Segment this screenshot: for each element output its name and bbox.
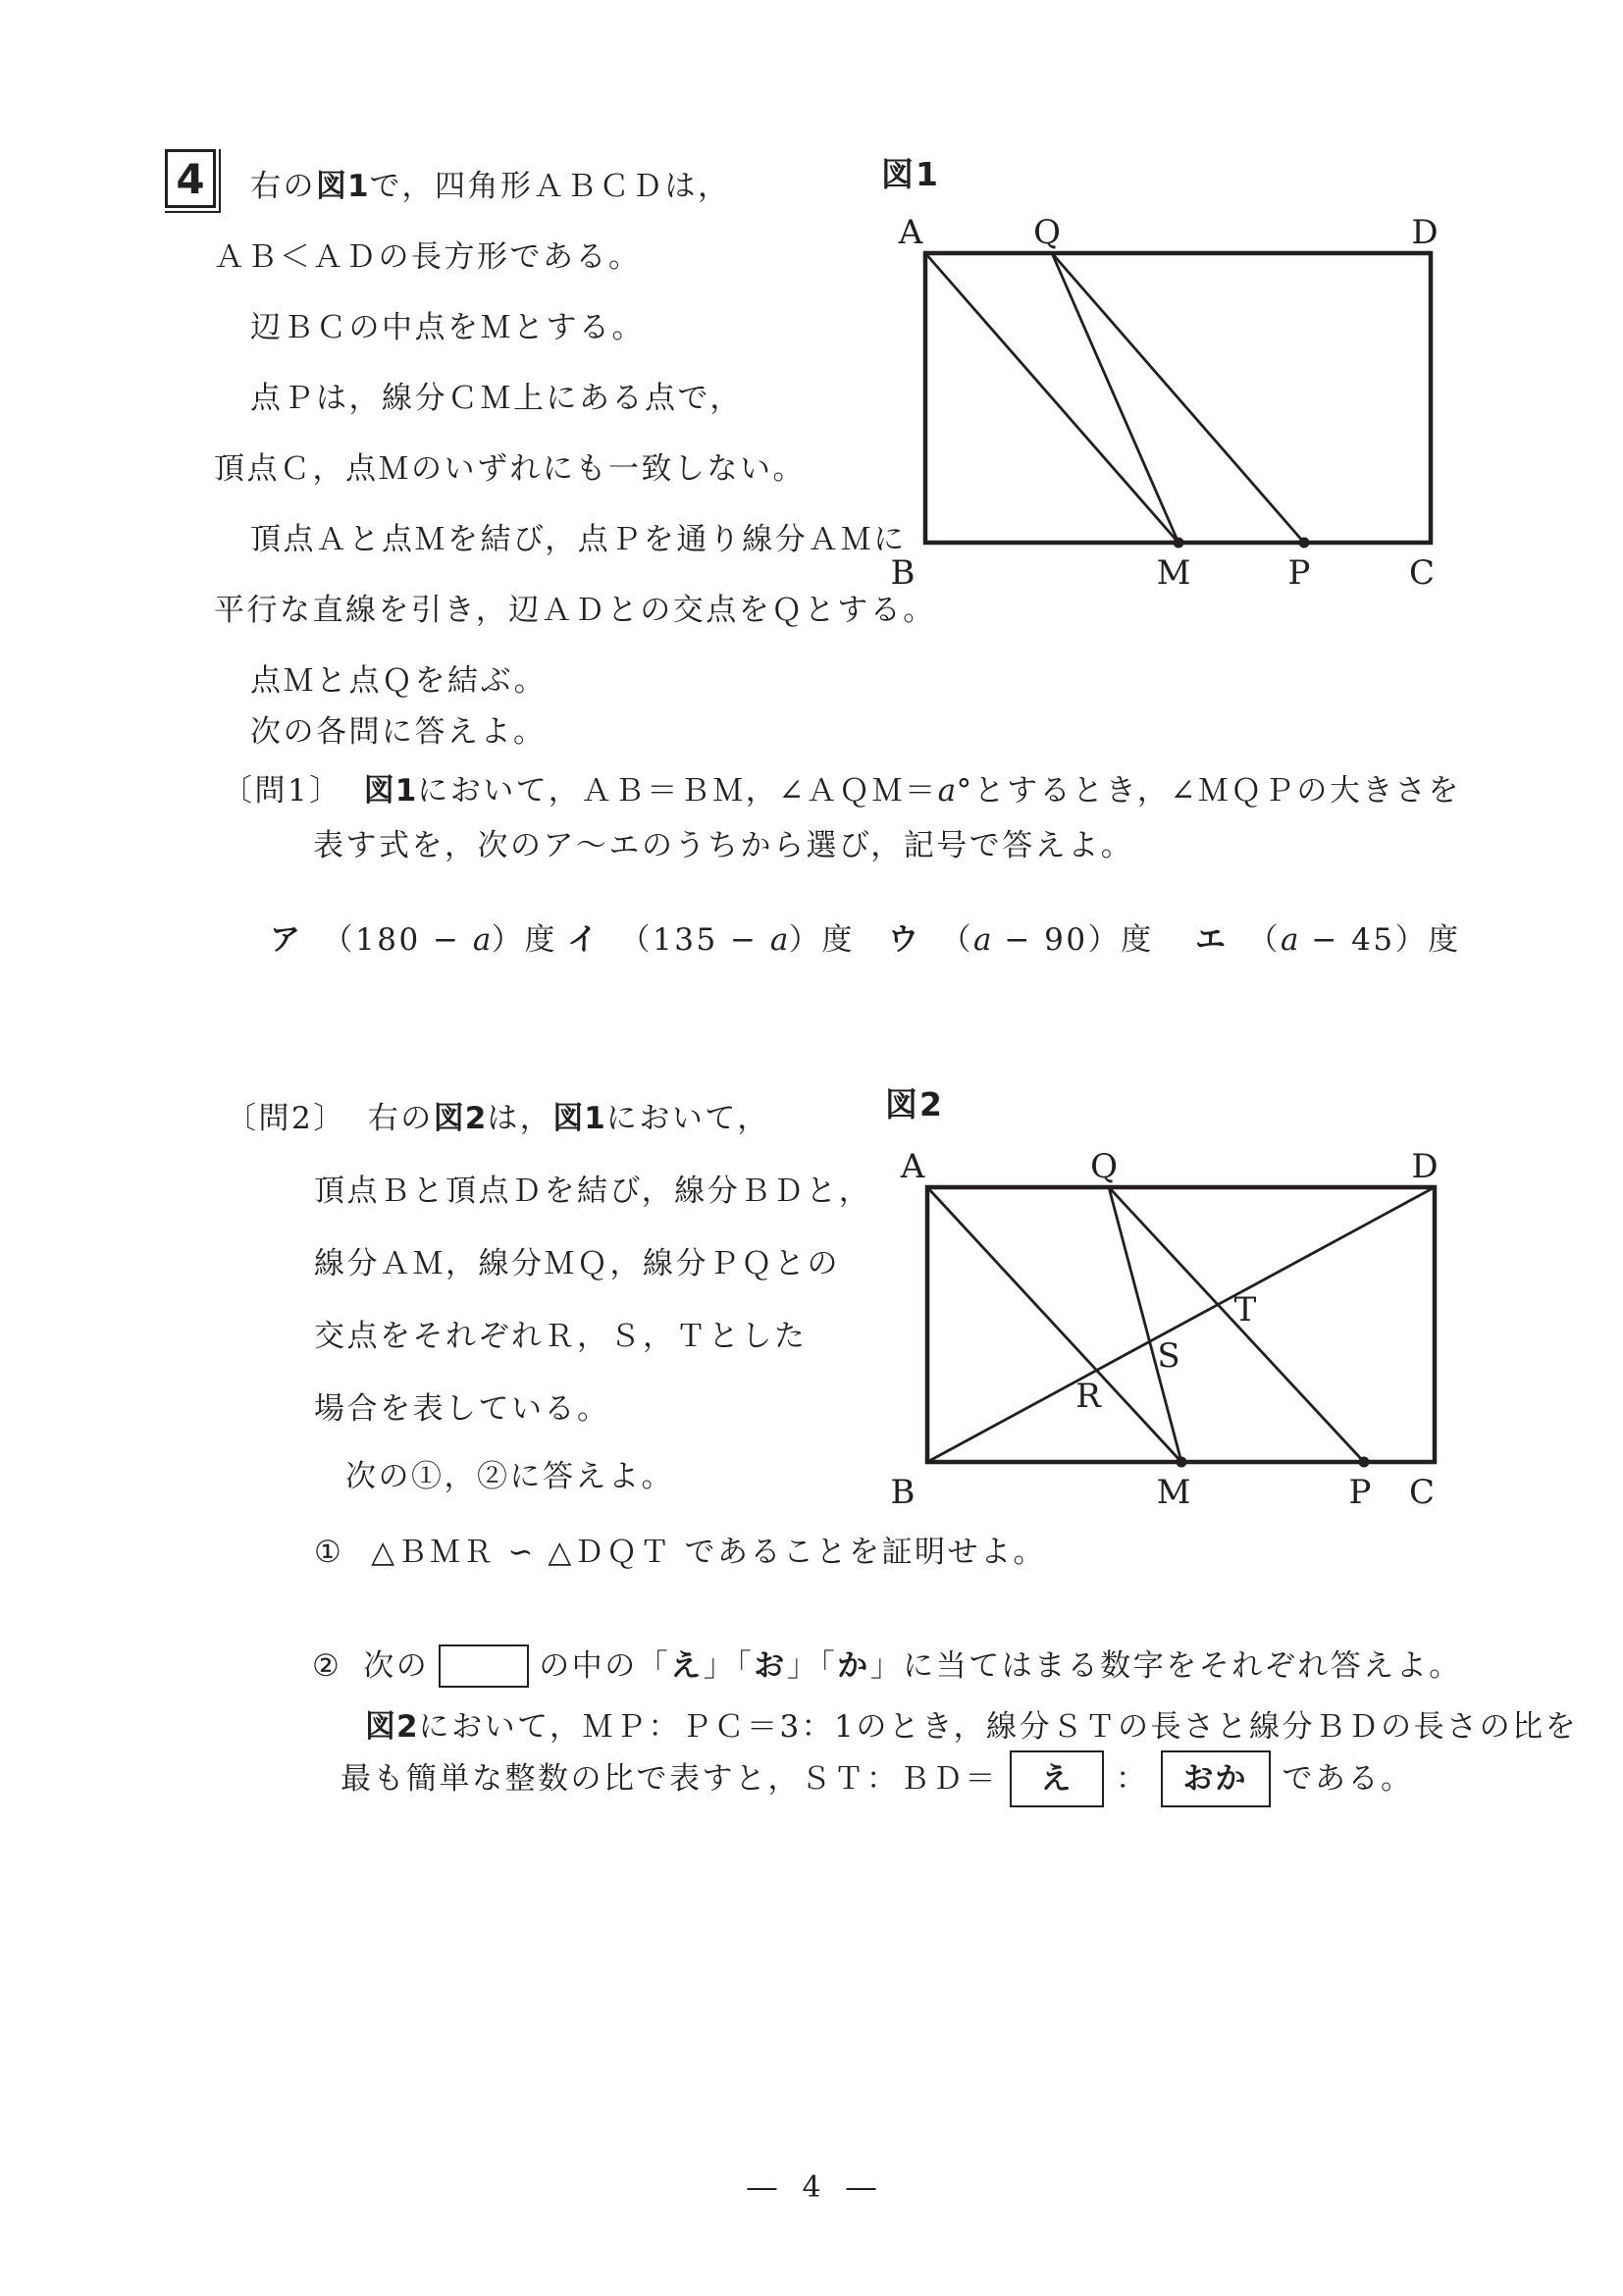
figure1-point-M-dot [1174,538,1184,548]
figure2-line-AM [927,1187,1181,1462]
figure1-diagram [878,206,1467,599]
figure2-point-P-dot [1359,1457,1370,1468]
figure2-label-P: P [1348,1473,1372,1512]
intro-line-7: 平行な直線を引き，辺ＡＤとの交点をＱとする。 [214,593,936,628]
option-i-post: ）度 [788,922,855,958]
question1-text-2: °とするとき，∠ＭＱＰの大きさを [956,773,1461,809]
question2-line-3: 線分ＡＭ，線分ＭＱ，線分ＰＱとの [314,1246,840,1281]
figure1-label-D: D [1411,213,1439,252]
subquestion1-text: △ＢＭＲ ∽ △ＤＱＴ であることを証明せよ。 [371,1535,1047,1570]
intro-line-1 [250,165,730,208]
option-i-key: イ [567,922,601,958]
figure2-title: 図2 [885,1085,944,1123]
subquestion2-text-2d: 」に当てはまる数字をそれぞれ答えよ。 [869,1648,1462,1684]
subquestion2-text-2c: 」「 [786,1648,838,1684]
intro-line-3: 辺ＢＣの中点をＭとする。 [250,310,645,345]
question1-tag: 〔問1〕 [222,773,342,809]
option-u [888,918,1154,962]
question2-line-6: 次の①，②に答えよ。 [345,1459,674,1494]
option-e-key: エ [1195,922,1229,958]
option-a-post: ）度 [491,922,557,958]
intro-line-4: 点Ｐは，線分ＣＭ上にある点で， [250,381,743,416]
figure1-reference: 図1 [316,169,370,204]
intro-line-1-text: 右の [250,169,316,204]
answer-box-e: え [1010,1750,1104,1807]
kana-e-label: え [670,1648,704,1684]
option-a-key: ア [270,922,303,958]
subquestion1-line [314,1531,1046,1574]
figure2-label-D: D [1411,1147,1439,1186]
figure2-label-R: R [1075,1377,1101,1416]
figure2-label-S: S [1157,1336,1180,1376]
figure1-line-QP [1052,253,1304,543]
figure2-label-Q: Q [1090,1147,1118,1186]
problem-number: 4 [165,149,216,208]
question1-text-1: において，ＡＢ＝ＢＭ，∠ＡＱＭ＝ [417,773,938,809]
question1-line-1 [222,769,1461,812]
figure2-point-M-dot [1177,1457,1187,1468]
option-e-var: a [1281,922,1299,958]
intro-line-9: 次の各問に答えよ。 [250,714,547,750]
option-u-post: − 90）度 [991,922,1154,958]
question1-line-2: 表す式を，次のア～エのうちから選び，記号で答えよ。 [313,828,1134,863]
problem-number-box [165,149,221,213]
question2-line-5: 場合を表している。 [314,1391,610,1427]
question1-variable-a: a [937,773,957,809]
ratio-colon: ： [1116,1761,1149,1797]
blank-answer-box [439,1644,529,1688]
figure2-label-T: T [1233,1290,1257,1330]
option-a-pre: （180 − [322,922,473,958]
figure1-label-P: P [1287,553,1311,593]
subquestion2-text-1: 次の [363,1648,430,1684]
answer-box-oka: おか [1161,1750,1271,1807]
question2-text-2: は， [487,1101,553,1136]
figure2-label-A: A [900,1147,925,1186]
question2-text-3: において， [605,1101,770,1136]
figure1-point-P-dot [1299,538,1310,548]
figure1-title: 図1 [881,155,940,193]
option-u-var: a [973,922,992,958]
figure2-diagram [878,1138,1467,1536]
intro-line-1-rest: で，四角形ＡＢＣＤは， [369,169,731,204]
figure2-label-B: B [890,1473,916,1512]
subquestion2-line-3 [340,1751,1414,1806]
figure1-label-Q: Q [1033,213,1061,252]
subquestion2-text-3: において，ＭＰ：ＰＣ＝3：1のとき，線分ＳＴの長さと線分ＢＤの長さの比を [418,1709,1579,1745]
footer-dash-right: ― [846,2170,876,2205]
option-u-pre: （ [940,922,973,958]
subquestion2-text-2a: の中の「 [539,1648,671,1684]
option-e [1195,918,1461,962]
subquestion2-figure2-reference: 図2 [365,1709,419,1745]
question2-figure2-reference: 図2 [433,1101,488,1136]
figure2-line-BD [927,1187,1435,1462]
intro-line-2: ＡＢ＜ＡＤの長方形である。 [214,239,642,275]
footer-dash-left: ― [747,2170,777,2205]
kana-o-label: お [754,1648,787,1684]
question2-figure1-reference: 図1 [552,1101,606,1136]
figure2-label-C: C [1408,1473,1436,1512]
subquestion2-line-1 [312,1641,1462,1692]
option-u-key: ウ [888,922,921,958]
subquestion2-text-4: 最も簡単な整数の比で表すと，ＳＴ：ＢＤ＝ [340,1761,998,1797]
question2-line-4: 交点をそれぞれＲ，Ｓ，Ｔとした [314,1319,808,1354]
subquestion1-number: ① [314,1535,344,1570]
intro-line-5: 頂点Ｃ，点Ｍのいずれにも一致しない。 [214,451,806,487]
intro-line-6: 頂点Ａと点Ｍを結び，点Ｐを通り線分ＡＭに [250,522,907,557]
figure1-line-AM [925,253,1178,543]
option-i [567,918,855,962]
page-footer [0,2170,1623,2205]
figure1-line-QM [1052,253,1178,543]
question2-line-1 [226,1097,770,1140]
option-i-var: a [769,922,789,958]
option-a [270,918,557,962]
subquestion2-text-2b: 」「 [703,1648,755,1684]
kana-ka-label: か [837,1648,870,1684]
question2-text-1: 右の [367,1101,434,1136]
question2-line-2: 頂点Ｂと頂点Ｄを結び，線分ＢＤと， [314,1174,872,1209]
footer-page-number: 4 [802,2170,821,2205]
figure1-label-B: B [890,553,916,593]
subquestion2-line-2 [365,1705,1578,1748]
subquestion2-number: ② [312,1648,342,1684]
figure1-label-M: M [1156,553,1191,593]
question1-figure-reference: 図1 [363,773,418,809]
option-e-post: − 45）度 [1298,922,1461,958]
figure1-label-C: C [1408,553,1436,593]
option-e-pre: （ [1247,922,1281,958]
question2-tag: 〔問2〕 [226,1101,346,1136]
option-i-pre: （135 − [619,922,770,958]
subquestion2-text-5: である。 [1282,1761,1414,1797]
subquestion2-text-2 [539,1644,1462,1688]
option-a-var: a [472,922,492,958]
figure2-label-M: M [1156,1473,1191,1512]
figure1-label-A: A [898,213,923,252]
intro-line-8: 点Ｍと点Ｑを結ぶ。 [250,663,548,699]
